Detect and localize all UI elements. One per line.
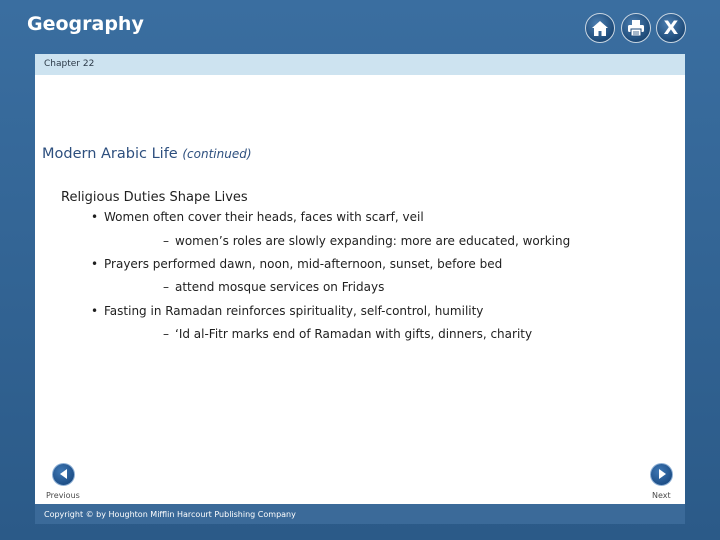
- bullet-item: [91, 257, 502, 271]
- arrow-right-icon: [656, 465, 668, 484]
- copyright-text: Copyright © by Houghton Mifflin Harcourt Publishing Company: [44, 510, 296, 519]
- bullet-item: [91, 210, 424, 224]
- slide-content: [35, 75, 685, 504]
- sub-item: [163, 234, 570, 248]
- bullet-text: Women often cover their heads, faces with scarf, veil: [104, 210, 424, 224]
- bullet-glyph: •: [91, 210, 99, 224]
- app-title: Geography: [27, 13, 144, 35]
- home-button[interactable]: [585, 13, 615, 43]
- sub-text: ‘Id al-Fitr marks end of Ramadan with gifts, dinners, charity: [175, 327, 533, 341]
- close-button[interactable]: [656, 13, 686, 43]
- bullet-text: Prayers performed dawn, noon, mid-afternoon, sunset, before bed: [104, 257, 503, 271]
- sub-glyph: –: [163, 327, 169, 341]
- print-button[interactable]: [621, 13, 651, 43]
- chapter-bar: [35, 54, 685, 75]
- next-button[interactable]: [650, 463, 673, 486]
- bullet-glyph: •: [91, 257, 99, 271]
- print-icon: [627, 19, 645, 37]
- close-icon: X: [663, 16, 679, 39]
- sub-text: women’s roles are slowly expanding: more are educated, working: [175, 234, 571, 248]
- footer-bar: [35, 504, 685, 524]
- home-icon: [591, 20, 609, 37]
- bullet-text: Fasting in Ramadan reinforces spirituality, self-control, humility: [104, 304, 484, 318]
- section-heading: Religious Duties Shape Lives: [61, 190, 248, 205]
- sub-glyph: –: [163, 280, 169, 294]
- slide-title-text: Modern Arabic Life: [42, 146, 178, 162]
- bullet-glyph: •: [91, 304, 99, 318]
- previous-button[interactable]: [52, 463, 75, 486]
- next-label[interactable]: Next: [652, 491, 671, 500]
- sub-item: [163, 280, 384, 294]
- sub-glyph: –: [163, 234, 169, 248]
- chapter-label: Chapter 22: [44, 59, 95, 69]
- slide-title-suffix: (continued): [182, 147, 252, 161]
- sub-text: attend mosque services on Fridays: [175, 280, 385, 294]
- bullet-item: [91, 304, 483, 318]
- arrow-left-icon: [58, 465, 70, 484]
- slide-title: [42, 146, 252, 162]
- previous-label[interactable]: Previous: [46, 491, 80, 500]
- sub-item: [163, 327, 532, 341]
